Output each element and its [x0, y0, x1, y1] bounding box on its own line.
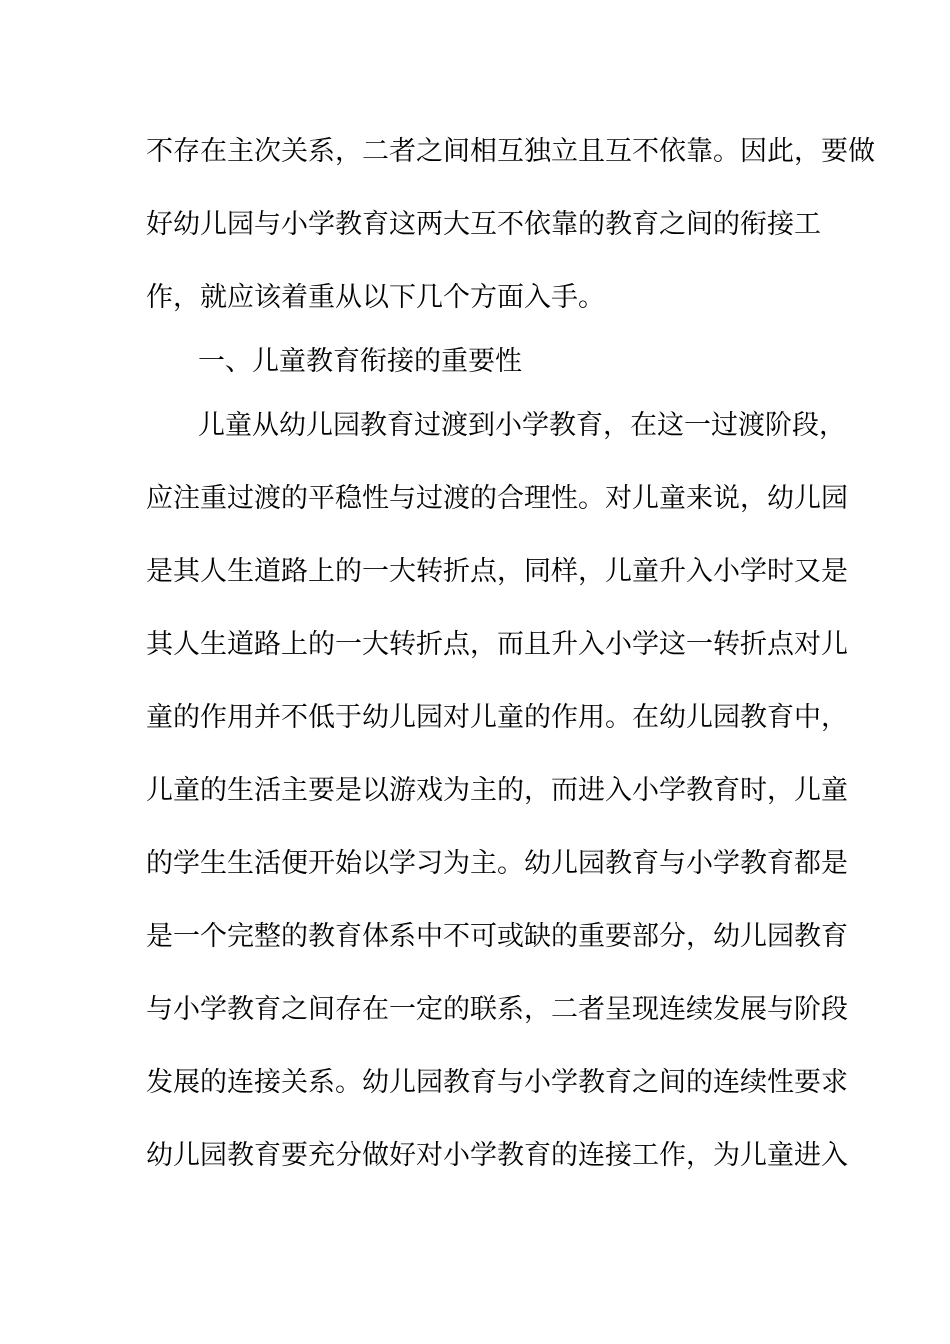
paragraph-line: 与小学教育之间存在一定的联系，二者呈现连续发展与阶段	[146, 994, 848, 1025]
paragraph-line: 是其人生道路上的一大转折点，同样，儿童升入小学时又是	[146, 556, 848, 587]
paragraph-line: 儿童的生活主要是以游戏为主的，而进入小学教育时，儿童	[146, 775, 848, 806]
paragraph-line: 幼儿园教育要充分做好对小学教育的连接工作，为儿童进入	[146, 1140, 848, 1171]
section-heading: 一、儿童教育衔接的重要性	[198, 346, 522, 377]
paragraph-line: 不存在主次关系，二者之间相互独立且互不依靠。因此，要做	[146, 136, 875, 167]
paragraph-line: 发展的连接关系。幼儿园教育与小学教育之间的连续性要求	[146, 1067, 848, 1098]
paragraph-line: 应注重过渡的平稳性与过渡的合理性。对儿童来说，幼儿园	[146, 483, 848, 514]
paragraph-line: 儿童从幼儿园教育过渡到小学教育，在这一过渡阶段，	[198, 410, 846, 441]
paragraph-line: 的学生生活便开始以学习为主。幼儿园教育与小学教育都是	[146, 848, 848, 879]
paragraph-line: 作，就应该着重从以下几个方面入手。	[146, 282, 605, 313]
paragraph-line: 童的作用并不低于幼儿园对儿童的作用。在幼儿园教育中，	[146, 702, 848, 733]
paragraph-line: 好幼儿园与小学教育这两大互不依靠的教育之间的衔接工	[146, 209, 821, 240]
paragraph-line: 其人生道路上的一大转折点，而且升入小学这一转折点对儿	[146, 629, 848, 660]
paragraph-line: 是一个完整的教育体系中不可或缺的重要部分，幼儿园教育	[146, 921, 848, 952]
